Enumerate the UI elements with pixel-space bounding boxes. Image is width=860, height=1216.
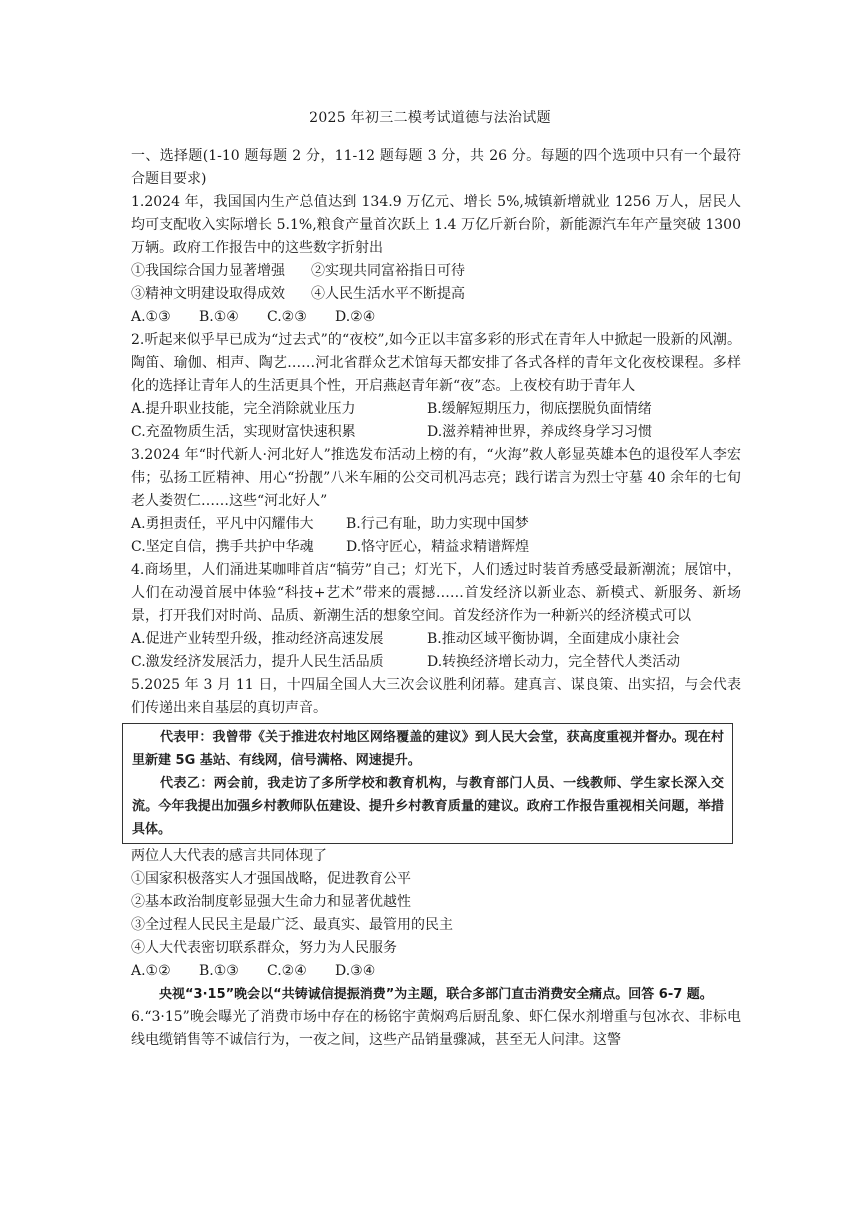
question-3-options-row-1 [131,513,741,536]
option-b[interactable]: B.行己有耻，助力实现中国梦 [346,516,529,532]
question-2-options-row-1 [131,398,741,421]
question-3-options-row-2 [131,536,741,559]
statement: ①国家积极落实人才强国战略，促进教育公平 [131,871,411,887]
statement: ③精神文明建设取得成效 [131,286,285,302]
option-d[interactable]: D.③④ [335,963,376,979]
representative-a-quote: 代表甲：我曾带《关于推进农村地区网络覆盖的建议》到人民大会堂，获高度重视并督办。现在村里新建 5G 基站、有线网，信号满格、网速提升。 [132,730,724,768]
question-1-options [131,306,741,329]
option-c[interactable]: C.②③ [267,309,307,325]
option-c[interactable]: C.②④ [267,963,307,979]
option-d[interactable]: D.滋养精神世界，养成终身学习习惯 [427,424,653,440]
option-d[interactable]: D.恪守匠心，精益求精谱辉煌 [346,539,530,555]
material-intro-6-7: 央视“3·15”晚会以“共铸诚信提振消费”为主题，联合多部门直击消费安全痛点。回答 6-7 题。 [159,987,713,1002]
option-b[interactable]: B.①④ [199,309,239,325]
option-c[interactable]: C.坚定自信，携手共护中华魂 [131,539,314,555]
question-2-stem: 2.听起来似乎早已成为“过去式”的“夜校”,如今正以丰富多彩的形式在青年人中掀起一股新的风潮。陶笛、瑜伽、相声、陶艺……河北省群众艺术馆每天都安排了各式各样的青年文化夜校课程。多样化的选择让青年人的生活更具个性，开启燕赵青年新“夜”态。上夜校有助于青年人 [131,332,741,394]
option-c[interactable]: C.激发经济发展活力，提升人民生活品质 [131,654,384,670]
representatives-quote-box [122,723,733,844]
representative-b-quote: 代表乙：两会前，我走访了多所学校和教育机构，与教育部门人员、一线教师、学生家长深入交流。今年我提出加强乡村教师队伍建设、提升乡村教育质量的建议。政府工作报告重视相关问题，举措具体。 [132,776,724,837]
statement: ④人民生活水平不断提高 [311,286,465,302]
exam-body [131,145,741,1052]
question-6-stem: 6.“3·15”晚会曝光了消费市场中存在的杨铭宇黄焖鸡后厨乱象、虾仁保水剂增重与包冰衣、非标电线电缆销售等不诚信行为，一夜之间，这些产品销量骤减，甚至无人问津。这警 [131,1009,741,1048]
question-5-lead: 两位人大代表的感言共同体现了 [131,848,327,864]
option-d[interactable]: D.②④ [335,309,376,325]
statement: ④人大代表密切联系群众，努力为人民服务 [131,940,397,956]
section-heading: 一、选择题(1-10 题每题 2 分，11-12 题每题 3 分，共 26 分。每题的四个选项中只有一个最符合题目要求) [131,148,741,187]
option-a[interactable]: A.提升职业技能，完全消除就业压力 [131,401,356,417]
option-b[interactable]: B.①③ [199,963,239,979]
option-a[interactable]: A.①③ [131,309,171,325]
statement: ②实现共同富裕指日可待 [311,263,465,279]
question-4-stem: 4.商场里，人们涌进某咖啡首店“犒劳”自己；灯光下，人们透过时装首秀感受最新潮流；展馆中，人们在动漫首展中体验“科技+艺术”带来的震撼……首发经济以新业态、新模式、新服务、新场景，打开我们对时尚、品质、新潮生活的想象空间。首发经济作为一种新兴的经济模式可以 [131,562,741,624]
option-a[interactable]: A.勇担责任，平凡中闪耀伟大 [131,516,314,532]
option-a[interactable]: A.①② [131,963,171,979]
option-b[interactable]: B.推动区域平衡协调，全面建成小康社会 [427,631,680,647]
question-4-options-row-2 [131,651,741,674]
question-3-stem: 3.2024 年“时代新人·河北好人”推选发布活动上榜的有，“火海”救人彰显英雄本色的退役军人李宏伟；弘扬工匠精神、用心“扮靓”八米车厢的公交司机冯志亮；践行诺言为烈士守墓 40 余年的七旬老人娄贺仁……这些“河北好人” [131,447,741,509]
option-b[interactable]: B.缓解短期压力，彻底摆脱负面情绪 [427,401,652,417]
option-d[interactable]: D.转换经济增长动力，完全替代人类活动 [427,654,681,670]
question-1-statements-row-2 [131,283,741,306]
option-c[interactable]: C.充盈物质生活，实现财富快速积累 [131,424,356,440]
exam-title: 2025 年初三二模考试道德与法治试题 [309,110,551,126]
question-2-options-row-2 [131,421,741,444]
statement: ②基本政治制度彰显强大生命力和显著优越性 [131,894,411,910]
question-1-statements-row-1 [131,260,741,283]
question-5-options [131,960,741,983]
statement: ①我国综合国力显著增强 [131,263,285,279]
question-1-stem: 1.2024 年，我国国内生产总值达到 134.9 万亿元、增长 5%,城镇新增就业 1256 万人，居民人均可支配收入实际增长 5.1%,粮食产量首次跃上 1.4 万亿斤新台阶，新能源汽车年产量突破 1300 万辆。政府工作报告中的这些数字折射出 [131,194,741,256]
question-4-options-row-1 [131,628,741,651]
question-5-stem: 5.2025 年 3 月 11 日，十四届全国人大三次会议胜利闭幕。建真言、谋良策、出实招，与会代表们传递出来自基层的真切声音。 [131,677,741,716]
option-a[interactable]: A.促进产业转型升级，推动经济高速发展 [131,631,384,647]
statement: ③全过程人民民主是最广泛、最真实、最管用的民主 [131,917,453,933]
